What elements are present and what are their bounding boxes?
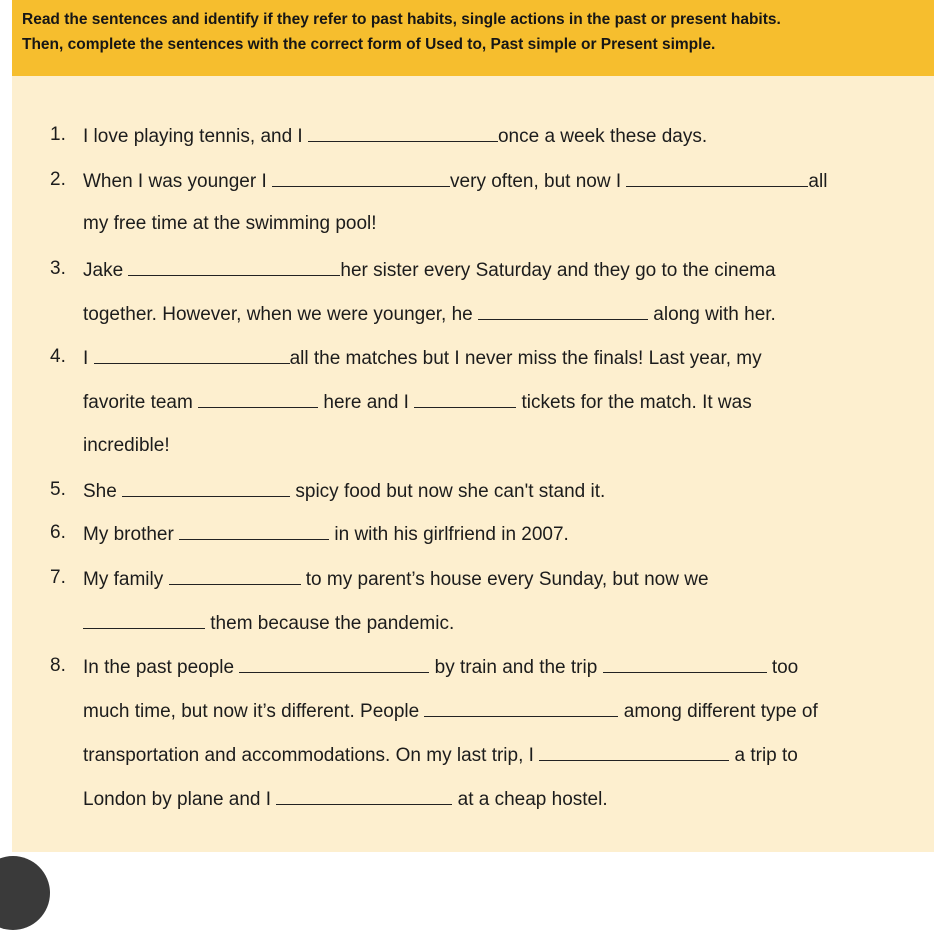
answer-blank[interactable] bbox=[169, 567, 301, 585]
sentence-fragment: them because the pandemic. bbox=[205, 613, 455, 634]
sentence-fragment: When I was younger I bbox=[83, 171, 273, 192]
sentence-text bbox=[83, 522, 569, 546]
answer-blank[interactable] bbox=[414, 390, 516, 408]
answer-blank[interactable] bbox=[94, 346, 290, 364]
sentence-fragment: a trip to bbox=[729, 745, 798, 766]
sentence-fragment: very often, but now I bbox=[450, 171, 627, 192]
sentence-fragment: among different type of bbox=[618, 701, 818, 722]
sentence-fragment: spicy food but now she can't stand it. bbox=[290, 481, 606, 502]
answer-blank[interactable] bbox=[122, 479, 290, 497]
answer-blank[interactable] bbox=[603, 655, 767, 673]
answer-blank[interactable] bbox=[626, 169, 808, 187]
sentence-fragment: at a cheap hostel. bbox=[452, 789, 608, 810]
sentence-text bbox=[83, 258, 776, 282]
sentence-fragment: incredible! bbox=[83, 435, 170, 456]
sentence-fragment: in with his girlfriend in 2007. bbox=[329, 524, 569, 545]
sentence-fragment: to my parent’s house every Sunday, but now we bbox=[300, 569, 709, 590]
answer-blank[interactable] bbox=[239, 655, 429, 673]
instructions-line-2: Then, complete the sentences with the correct form of Used to, Past simple or Present simple. bbox=[22, 36, 716, 53]
sentence-fragment: too bbox=[766, 657, 799, 678]
sentence-text bbox=[83, 124, 707, 148]
answer-blank[interactable] bbox=[539, 743, 729, 761]
item-number: 1. bbox=[50, 124, 66, 145]
sentence-fragment: along with her. bbox=[648, 304, 776, 325]
sentence-text bbox=[83, 699, 818, 723]
instructions-line-1: Read the sentences and identify if they refer to past habits, single actions in the past or present habits. bbox=[22, 11, 781, 28]
sentence-text bbox=[83, 655, 798, 679]
sentence-fragment: She bbox=[83, 481, 123, 502]
sentence-fragment: In the past people bbox=[83, 657, 240, 678]
answer-blank[interactable] bbox=[276, 787, 452, 805]
sentence-fragment: by train and the trip bbox=[429, 657, 603, 678]
item-number: 3. bbox=[50, 258, 66, 279]
sentence-text bbox=[83, 743, 798, 767]
sentence-fragment: My family bbox=[83, 569, 169, 590]
sentence-fragment: my free time at the swimming pool! bbox=[83, 213, 377, 234]
sentence-text bbox=[83, 787, 608, 811]
sentence-text bbox=[83, 169, 827, 193]
item-number: 2. bbox=[50, 169, 66, 190]
sentence-fragment: once a week these days. bbox=[497, 126, 708, 147]
sentence-fragment: her sister every Saturday and they go to the cinema bbox=[340, 260, 776, 281]
sentence-fragment: I bbox=[83, 348, 94, 369]
sentence-fragment: here and I bbox=[318, 392, 415, 413]
answer-blank[interactable] bbox=[424, 699, 618, 717]
sentence-fragment: London by plane and I bbox=[83, 789, 277, 810]
sentence-fragment: My brother bbox=[83, 524, 180, 545]
item-number: 4. bbox=[50, 346, 66, 367]
sentence-fragment: tickets for the match. It was bbox=[516, 392, 752, 413]
sentence-fragment: all the matches but I never miss the finals! Last year, my bbox=[289, 348, 762, 369]
answer-blank[interactable] bbox=[478, 302, 648, 320]
sentence-fragment: together. However, when we were younger, he bbox=[83, 304, 479, 325]
sentence-fragment: favorite team bbox=[83, 392, 199, 413]
sentence-text bbox=[83, 213, 377, 235]
sentence-text bbox=[83, 435, 170, 457]
answer-blank[interactable] bbox=[179, 522, 329, 540]
sentence-fragment: Jake bbox=[83, 260, 129, 281]
item-number: 5. bbox=[50, 479, 66, 500]
corner-shape bbox=[0, 856, 50, 930]
item-number: 6. bbox=[50, 522, 66, 543]
sentence-fragment: transportation and accommodations. On my last trip, I bbox=[83, 745, 540, 766]
sentence-text bbox=[83, 567, 709, 591]
answer-blank[interactable] bbox=[198, 390, 318, 408]
sentence-text bbox=[83, 479, 605, 503]
sentence-text bbox=[83, 346, 762, 370]
answer-blank[interactable] bbox=[308, 124, 498, 142]
item-number: 8. bbox=[50, 655, 66, 676]
instructions-banner bbox=[12, 0, 934, 76]
sentence-text bbox=[83, 302, 776, 326]
sentence-fragment: all bbox=[808, 171, 828, 192]
item-number: 7. bbox=[50, 567, 66, 588]
answer-blank[interactable] bbox=[128, 258, 340, 276]
sentence-text bbox=[83, 611, 454, 635]
answer-blank[interactable] bbox=[272, 169, 450, 187]
sentence-fragment: I love playing tennis, and I bbox=[83, 126, 308, 147]
sentence-fragment: much time, but now it’s different. People bbox=[83, 701, 425, 722]
sentence-text bbox=[83, 390, 752, 414]
answer-blank[interactable] bbox=[83, 611, 205, 629]
